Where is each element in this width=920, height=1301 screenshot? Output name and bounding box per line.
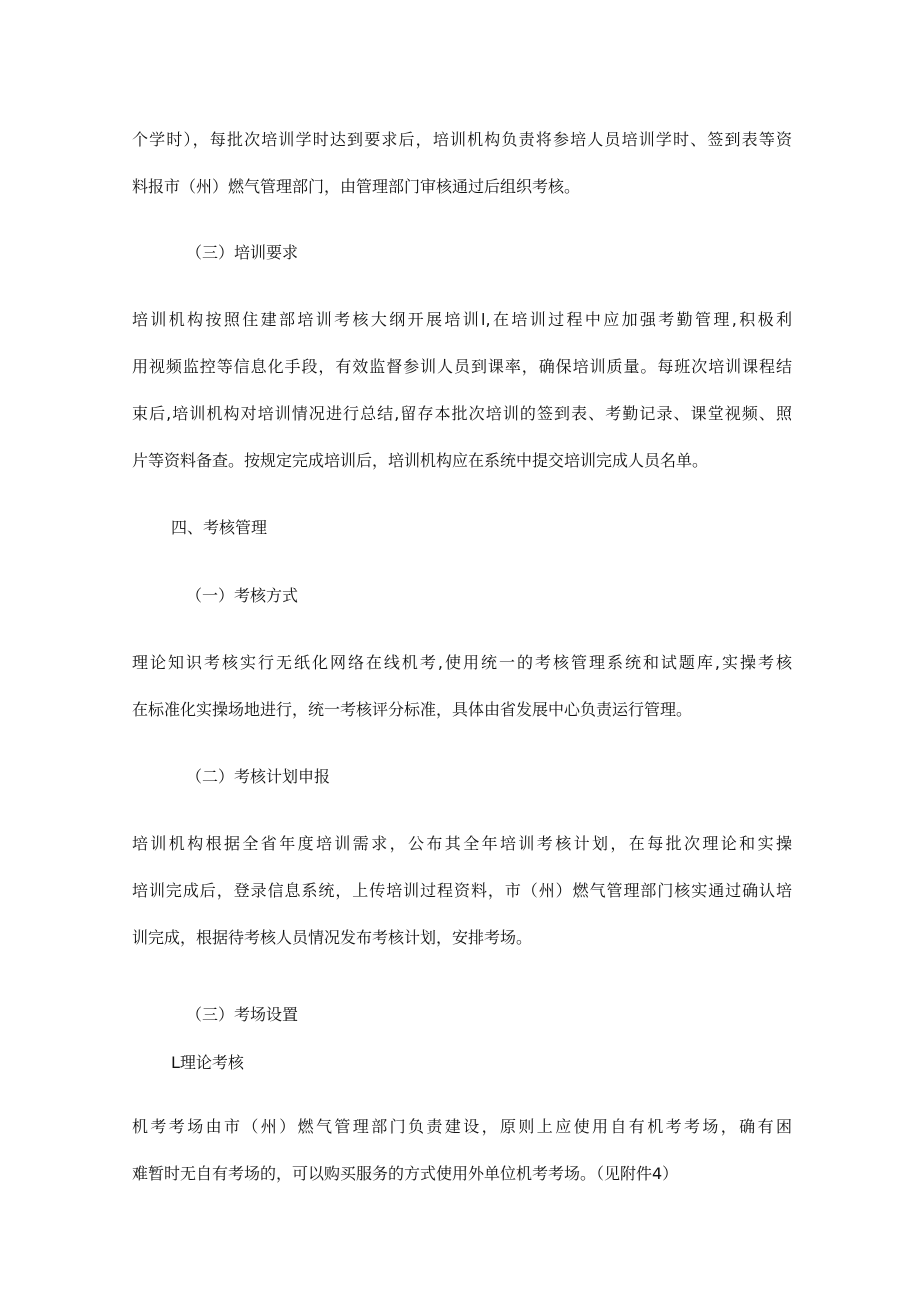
paragraph-line: 培训机构按照住建部培训考核大纲开展培训l,在培训过程中应加强考勤管理,积极利 [132,310,792,329]
section-heading-exam-management: 四、考核管理 [171,518,268,537]
paragraph-line: 个学时），每批次培训学时达到要求后，培训机构负责将参培人员培训学时、签到表等资 [132,130,792,149]
paragraph-line: 料报市（州）燃气管理部门，由管理部门审核通过后组织考核。 [132,177,581,196]
paragraph-line: 难暂时无自有考场的，可以购买服务的方式使用外单位机考考场。（见附件4） [132,1164,679,1183]
subsection-heading-theory-exam: L理论考核 [171,1053,244,1072]
paragraph-line: 训完成，根据待考核人员情况发布考核计划，安排考场。 [132,928,533,947]
section-heading-exam-venue: （三）考场设置 [186,1005,299,1024]
paragraph-line: 在标准化实操场地进行，统一考核评分标准，具体由省发展中心负责运行管理。 [132,700,693,719]
paragraph-line: 培训完成后，登录信息系统，上传培训过程资料，市（州）燃气管理部门核实通过确认培 [132,881,792,900]
paragraph-line: 用视频监控等信息化手段，有效监督参训人员到课率，确保培训质量。每班次培训课程结 [132,357,792,376]
paragraph-line: 片等资料备查。按规定完成培训后，培训机构应在系统中提交培训完成人员名单。 [132,451,709,470]
section-heading-training-requirements: （三）培训要求 [186,243,299,262]
paragraph-line: 培训机构根据全省年度培训需求，公布其全年培训考核计划，在每批次理论和实操 [132,834,792,853]
section-heading-exam-method: （一）考核方式 [186,586,299,605]
paragraph-line: 机考考场由市（州）燃气管理部门负责建设，原则上应使用自有机考考场，确有困 [132,1117,792,1136]
paragraph-line: 理论知识考核实行无纸化网络在线机考,使用统一的考核管理系统和试题库,实操考核 [132,653,792,672]
paragraph-line: 束后,培训机构对培训情况进行总结,留存本批次培训的签到表、考勤记录、课堂视频、照 [132,404,792,423]
section-heading-exam-plan: （二）考核计划申报 [186,767,331,786]
